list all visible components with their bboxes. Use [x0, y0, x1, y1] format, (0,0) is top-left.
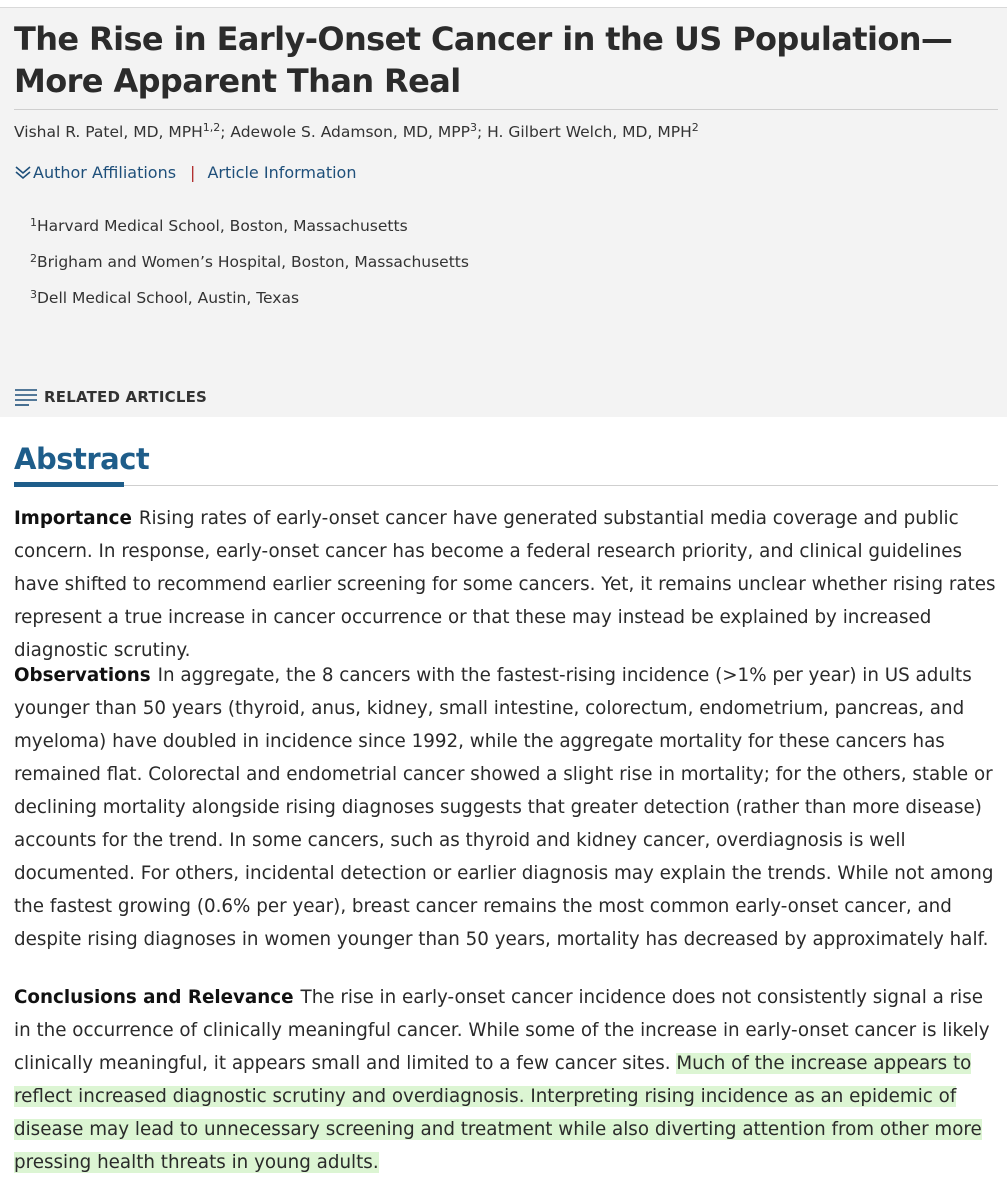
abstract-underline: [14, 482, 124, 487]
author-affiliations-link[interactable]: [14, 161, 176, 185]
author-affil-ref: 1,2: [202, 121, 221, 134]
affiliation-number: 1: [30, 216, 37, 229]
author-affil-ref: 3: [469, 121, 477, 134]
affiliation-item: [30, 284, 469, 320]
author-separator: ;: [220, 123, 231, 141]
article-header: [0, 8, 1007, 417]
affiliation-text: Harvard Medical School, Boston, Massachusetts: [37, 217, 408, 235]
section-text: Rising rates of early-onset cancer have generated substantial media coverage and public concern. In response, early-onset cancer has become a federal research priority, and clinical guidelines have shifted to recommend earlier screening for some cancers. Yet, it remains unclear whether rising rates represent a true increase in cancer occurrence or that these may instead be explained by increased diagnostic scrutiny.: [14, 508, 996, 661]
affiliation-text: Dell Medical School, Austin, Texas: [37, 289, 300, 307]
affiliation-number: 2: [30, 252, 37, 265]
author-affiliations-label: Author Affiliations: [33, 163, 177, 182]
section-label: Importance: [14, 508, 132, 529]
abstract-divider: [14, 485, 998, 486]
abstract-importance: [14, 502, 999, 667]
author-affil-ref: 2: [691, 121, 699, 134]
highlighted-text: Much of the increase appears to reflect increased diagnostic scrutiny and overdiagnosis. Interpreting rising incidence as an epidemic of disease may lead to unnecessary screening and treatment while also diverting attention from other more pressing health threats in young adults.: [14, 1053, 982, 1173]
double-chevron-down-icon: [14, 165, 32, 181]
author-separator: ;: [476, 123, 488, 141]
abstract-heading: Abstract: [14, 442, 150, 476]
affiliation-number: 3: [30, 288, 37, 301]
affiliation-list: [30, 212, 469, 320]
section-label: Conclusions and Relevance: [14, 987, 294, 1008]
author-name[interactable]: Adewole S. Adamson, MD, MPP: [230, 123, 470, 141]
title-divider: [14, 109, 998, 110]
affiliation-item: [30, 212, 469, 248]
article-title: The Rise in Early-Onset Cancer in the US Population—More Apparent Than Real: [14, 20, 953, 100]
section-text: The rise in early-onset cancer incidence does not consistently signal a rise in the occurrence of clinically meaningful cancer. While some of the increase in early-onset cancer is likely clinically meaningful, it appears small and limited to a few cancer sites.: [14, 987, 990, 1074]
article-links: [14, 161, 356, 185]
list-icon: [14, 388, 38, 406]
abstract-conclusions: [14, 981, 999, 1179]
link-separator: |: [190, 163, 196, 182]
author-list: [14, 120, 699, 144]
section-text: In aggregate, the 8 cancers with the fastest-rising incidence (>1% per year) in US adults younger than 50 years (thyroid, anus, kidney, small intestine, colorectum, endometrium, pancreas, and myeloma) have doubled in incidence since 1992, while the aggregate mortality for these cancers has remained flat. Colorectal and endometrial cancer showed a slight rise in mortality; for the others, stable or declining mortality alongside rising diagnoses suggests that greater detection (rather than more disease) accounts for the trend. In some cancers, such as thyroid and kidney cancer, overdiagnosis is well documented. For others, incidental detection or earlier diagnosis may explain the trends. While not among the fastest growing (0.6% per year), breast cancer remains the most common early-onset cancer, and despite rising diagnoses in women younger than 50 years, mortality has decreased by approximately half.: [14, 665, 994, 950]
abstract-observations: [14, 659, 999, 956]
author-name[interactable]: Vishal R. Patel, MD, MPH: [14, 123, 203, 141]
related-articles-label: RELATED ARTICLES: [44, 388, 208, 406]
author-name[interactable]: H. Gilbert Welch, MD, MPH: [487, 123, 692, 141]
affiliation-item: [30, 248, 469, 284]
section-label: Observations: [14, 665, 151, 686]
article-information-link[interactable]: Article Information: [207, 163, 357, 182]
related-articles-button[interactable]: [14, 388, 207, 406]
affiliation-text: Brigham and Women’s Hospital, Boston, Massachusetts: [37, 253, 469, 271]
